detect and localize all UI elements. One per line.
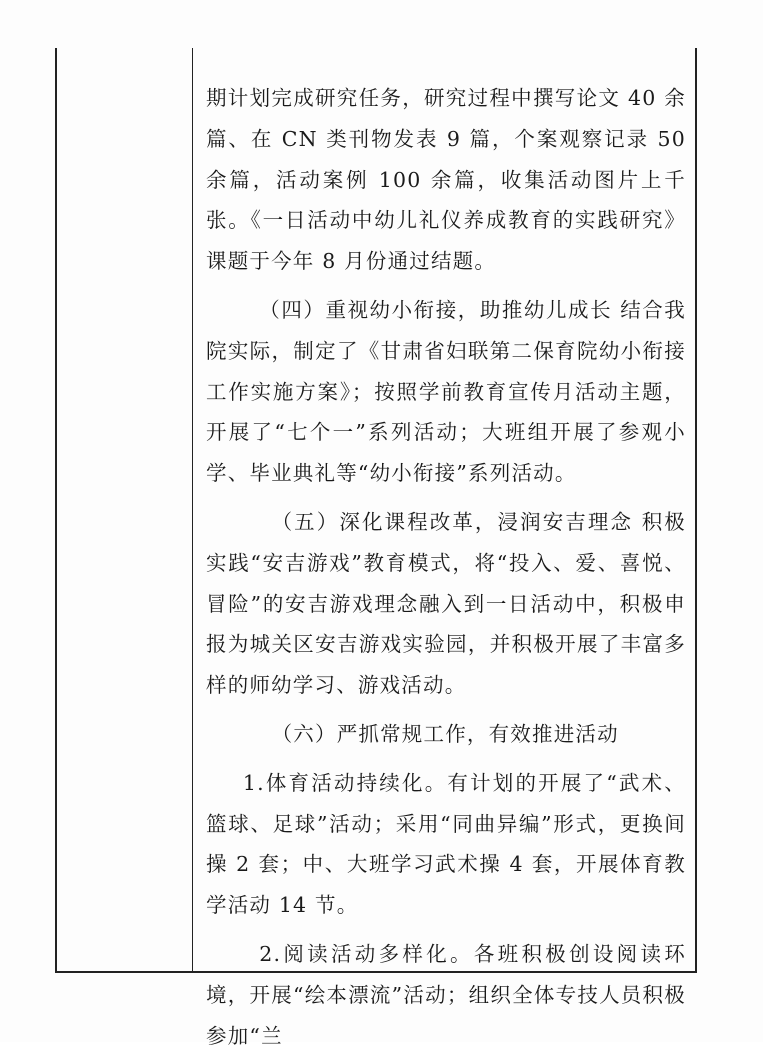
paragraph-sports-activities: 1.体育活动持续化。有计划的开展了“武术、篮球、足球”活动；采用“同曲异编”形式，更换间操 2 套；中、大班学习武术操 4 套，开展体育教学活动 14 节。	[206, 770, 686, 918]
report-text	[206, 78, 686, 1056]
table-left-column	[57, 48, 193, 971]
report-table	[55, 48, 697, 1048]
paragraph-section-four: （四）重视幼小衔接，助推幼儿成长 结合我院实际，制定了《甘肃省妇联第二保育院幼小衔接工作实施方案》；按照学前教育宣传月活动主题，开展了“七个一”系列活动；大班组开展了参观小学、毕业典礼等“幼小衔接”系列活动。	[206, 297, 686, 486]
paragraph-research-results: 期计划完成研究任务，研究过程中撰写论文 40 余篇、在 CN 类刊物发表 9 篇，个案观察记录 50 余篇，活动案例 100 余篇，收集活动图片上千张。《一日活动中幼儿礼仪养成教育的实践研究》课题于今年 8 月份通过结题。	[206, 86, 686, 274]
table-right-column	[194, 48, 695, 1048]
paragraph-section-five: （五）深化课程改革，浸润安吉理念 积极实践“安吉游戏”教育模式，将“投入、爱、喜悦、冒险”的安吉游戏理念融入到一日活动中，积极申报为城关区安吉游戏实验园，并积极开展了丰富多样的师幼学习、游戏活动。	[206, 509, 686, 698]
paragraph-reading-activities: 2.阅读活动多样化。各班积极创设阅读环境，开展“绘本漂流”活动；组织全体专技人员积极参加“兰	[206, 941, 686, 1048]
paragraph-section-six-heading: （六）严抓常规工作，有效推进活动	[271, 721, 619, 746]
